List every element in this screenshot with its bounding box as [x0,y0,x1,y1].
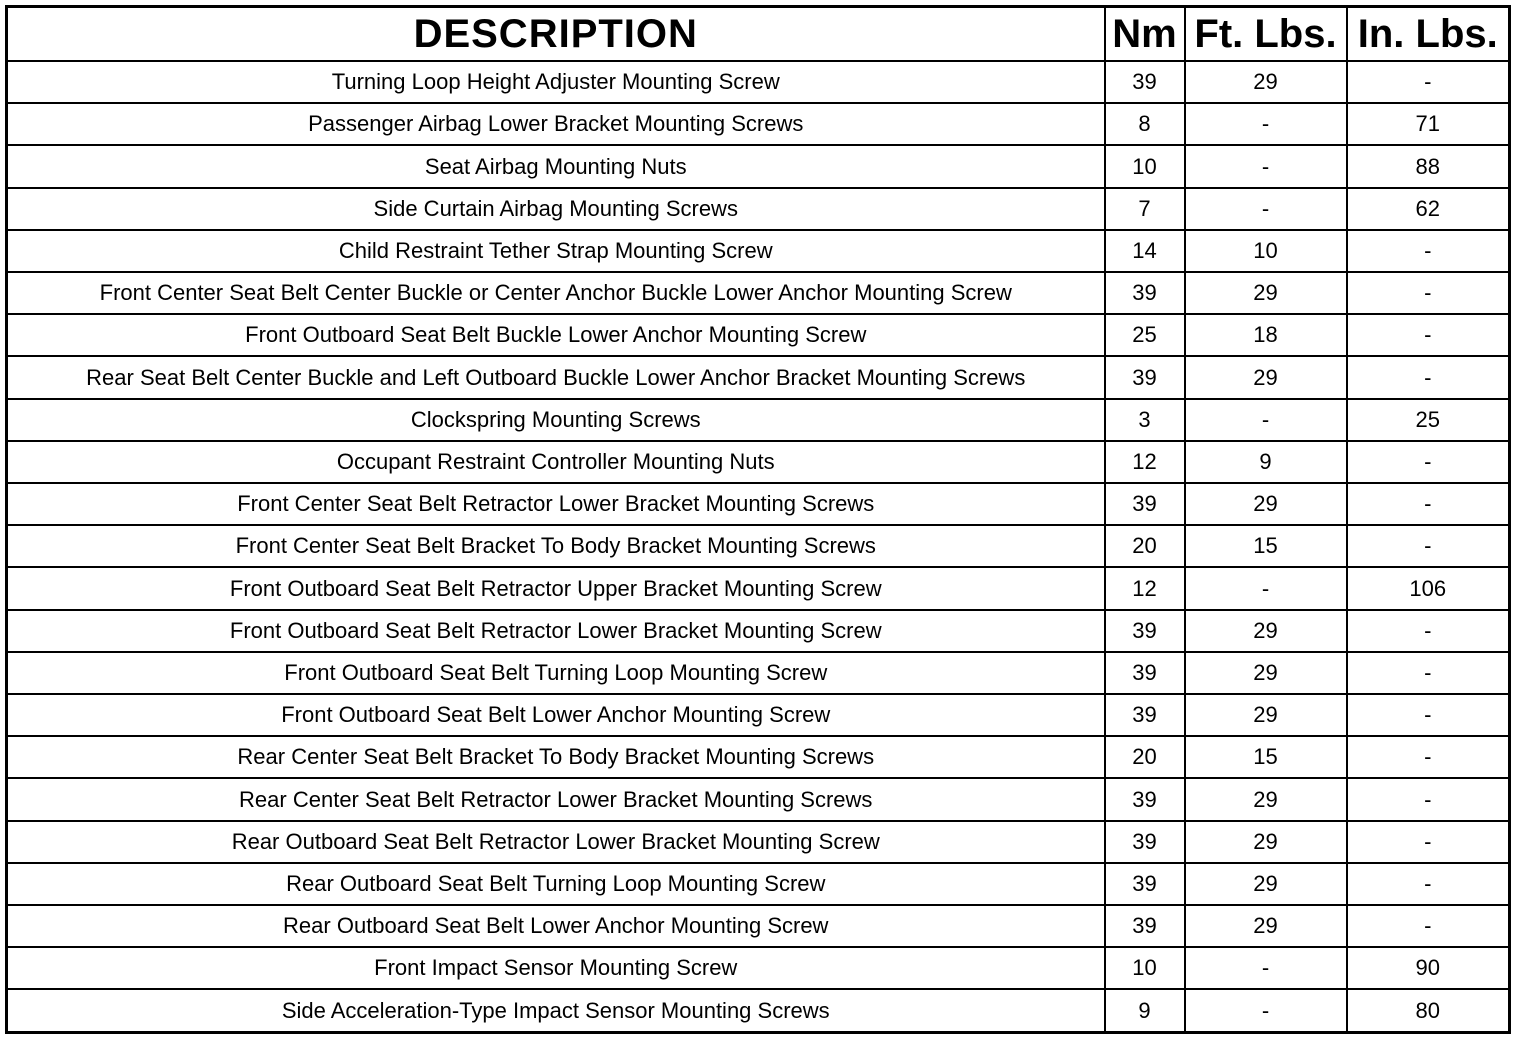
cell-nm: 25 [1105,314,1185,356]
cell-description: Rear Outboard Seat Belt Lower Anchor Mounting Screw [7,905,1105,947]
cell-description: Rear Seat Belt Center Buckle and Left Outboard Buckle Lower Anchor Bracket Mounting Screws [7,356,1105,398]
cell-in-lbs: - [1347,821,1510,863]
header-row [7,7,1510,62]
header-description: DESCRIPTION [7,7,1105,62]
cell-ft-lbs: 18 [1185,314,1347,356]
cell-in-lbs: - [1347,525,1510,567]
header-in-lbs: In. Lbs. [1347,7,1510,62]
cell-nm: 39 [1105,610,1185,652]
cell-description: Occupant Restraint Controller Mounting Nuts [7,441,1105,483]
cell-description: Clockspring Mounting Screws [7,399,1105,441]
cell-nm: 10 [1105,947,1185,989]
cell-description: Rear Center Seat Belt Retractor Lower Bracket Mounting Screws [7,778,1105,820]
cell-ft-lbs: 29 [1185,483,1347,525]
cell-nm: 39 [1105,905,1185,947]
table-row [7,778,1510,820]
cell-in-lbs: 62 [1347,188,1510,230]
cell-nm: 39 [1105,863,1185,905]
table-row [7,610,1510,652]
cell-ft-lbs: 15 [1185,736,1347,778]
cell-description: Front Outboard Seat Belt Retractor Lower Bracket Mounting Screw [7,610,1105,652]
cell-ft-lbs: 29 [1185,610,1347,652]
cell-ft-lbs: 29 [1185,821,1347,863]
table-row [7,272,1510,314]
cell-description: Side Acceleration-Type Impact Sensor Mounting Screws [7,989,1105,1032]
cell-in-lbs: - [1347,863,1510,905]
table-row [7,947,1510,989]
table-body [7,61,1510,1033]
table-row [7,441,1510,483]
cell-description: Rear Outboard Seat Belt Turning Loop Mounting Screw [7,863,1105,905]
cell-in-lbs: - [1347,441,1510,483]
cell-in-lbs: 71 [1347,103,1510,145]
cell-nm: 8 [1105,103,1185,145]
table-row [7,61,1510,103]
cell-nm: 39 [1105,356,1185,398]
cell-description: Front Outboard Seat Belt Buckle Lower Anchor Mounting Screw [7,314,1105,356]
cell-in-lbs: 80 [1347,989,1510,1032]
cell-in-lbs: - [1347,778,1510,820]
cell-nm: 39 [1105,61,1185,103]
cell-in-lbs: - [1347,905,1510,947]
cell-description: Front Center Seat Belt Bracket To Body Bracket Mounting Screws [7,525,1105,567]
cell-description: Front Center Seat Belt Center Buckle or Center Anchor Buckle Lower Anchor Mounting Screw [7,272,1105,314]
cell-in-lbs: - [1347,272,1510,314]
table-row [7,567,1510,609]
cell-nm: 39 [1105,652,1185,694]
cell-in-lbs: - [1347,61,1510,103]
cell-nm: 39 [1105,483,1185,525]
cell-in-lbs: - [1347,314,1510,356]
cell-ft-lbs: 10 [1185,230,1347,272]
table-row [7,863,1510,905]
cell-ft-lbs: 29 [1185,905,1347,947]
cell-in-lbs: - [1347,652,1510,694]
table-header [7,7,1510,62]
cell-description: Passenger Airbag Lower Bracket Mounting Screws [7,103,1105,145]
cell-description: Rear Outboard Seat Belt Retractor Lower Bracket Mounting Screw [7,821,1105,863]
cell-ft-lbs: 29 [1185,356,1347,398]
torque-spec-table [5,5,1511,1034]
cell-in-lbs: - [1347,230,1510,272]
table-row [7,694,1510,736]
cell-ft-lbs: - [1185,567,1347,609]
cell-nm: 12 [1105,567,1185,609]
table-row [7,736,1510,778]
cell-nm: 20 [1105,525,1185,567]
cell-in-lbs: 106 [1347,567,1510,609]
cell-in-lbs: - [1347,356,1510,398]
cell-description: Front Outboard Seat Belt Turning Loop Mounting Screw [7,652,1105,694]
table-row [7,356,1510,398]
cell-description: Front Impact Sensor Mounting Screw [7,947,1105,989]
table-row [7,989,1510,1032]
table-row [7,821,1510,863]
cell-ft-lbs: 29 [1185,778,1347,820]
cell-nm: 14 [1105,230,1185,272]
cell-description: Front Center Seat Belt Retractor Lower Bracket Mounting Screws [7,483,1105,525]
cell-ft-lbs: 29 [1185,863,1347,905]
cell-nm: 20 [1105,736,1185,778]
cell-ft-lbs: 29 [1185,272,1347,314]
cell-nm: 39 [1105,272,1185,314]
cell-ft-lbs: - [1185,188,1347,230]
cell-ft-lbs: 29 [1185,652,1347,694]
cell-nm: 3 [1105,399,1185,441]
cell-nm: 10 [1105,145,1185,187]
table-row [7,103,1510,145]
cell-ft-lbs: 9 [1185,441,1347,483]
cell-ft-lbs: 15 [1185,525,1347,567]
cell-in-lbs: - [1347,694,1510,736]
cell-description: Turning Loop Height Adjuster Mounting Screw [7,61,1105,103]
cell-nm: 12 [1105,441,1185,483]
table-row [7,525,1510,567]
cell-ft-lbs: - [1185,103,1347,145]
cell-description: Front Outboard Seat Belt Lower Anchor Mounting Screw [7,694,1105,736]
cell-description: Rear Center Seat Belt Bracket To Body Bracket Mounting Screws [7,736,1105,778]
cell-in-lbs: 90 [1347,947,1510,989]
header-ft-lbs: Ft. Lbs. [1185,7,1347,62]
table-row [7,314,1510,356]
header-nm: Nm [1105,7,1185,62]
cell-in-lbs: - [1347,736,1510,778]
cell-ft-lbs: - [1185,989,1347,1032]
cell-description: Front Outboard Seat Belt Retractor Upper Bracket Mounting Screw [7,567,1105,609]
cell-ft-lbs: 29 [1185,61,1347,103]
cell-description: Seat Airbag Mounting Nuts [7,145,1105,187]
cell-in-lbs: - [1347,610,1510,652]
table-row [7,905,1510,947]
cell-ft-lbs: 29 [1185,694,1347,736]
cell-nm: 39 [1105,821,1185,863]
table-row [7,145,1510,187]
cell-ft-lbs: - [1185,947,1347,989]
cell-nm: 39 [1105,778,1185,820]
table-row [7,652,1510,694]
cell-nm: 9 [1105,989,1185,1032]
table-row [7,188,1510,230]
cell-nm: 39 [1105,694,1185,736]
cell-description: Side Curtain Airbag Mounting Screws [7,188,1105,230]
table-row [7,230,1510,272]
cell-ft-lbs: - [1185,145,1347,187]
cell-in-lbs: 88 [1347,145,1510,187]
cell-in-lbs: 25 [1347,399,1510,441]
cell-ft-lbs: - [1185,399,1347,441]
cell-nm: 7 [1105,188,1185,230]
table-row [7,399,1510,441]
table-row [7,483,1510,525]
cell-description: Child Restraint Tether Strap Mounting Screw [7,230,1105,272]
cell-in-lbs: - [1347,483,1510,525]
